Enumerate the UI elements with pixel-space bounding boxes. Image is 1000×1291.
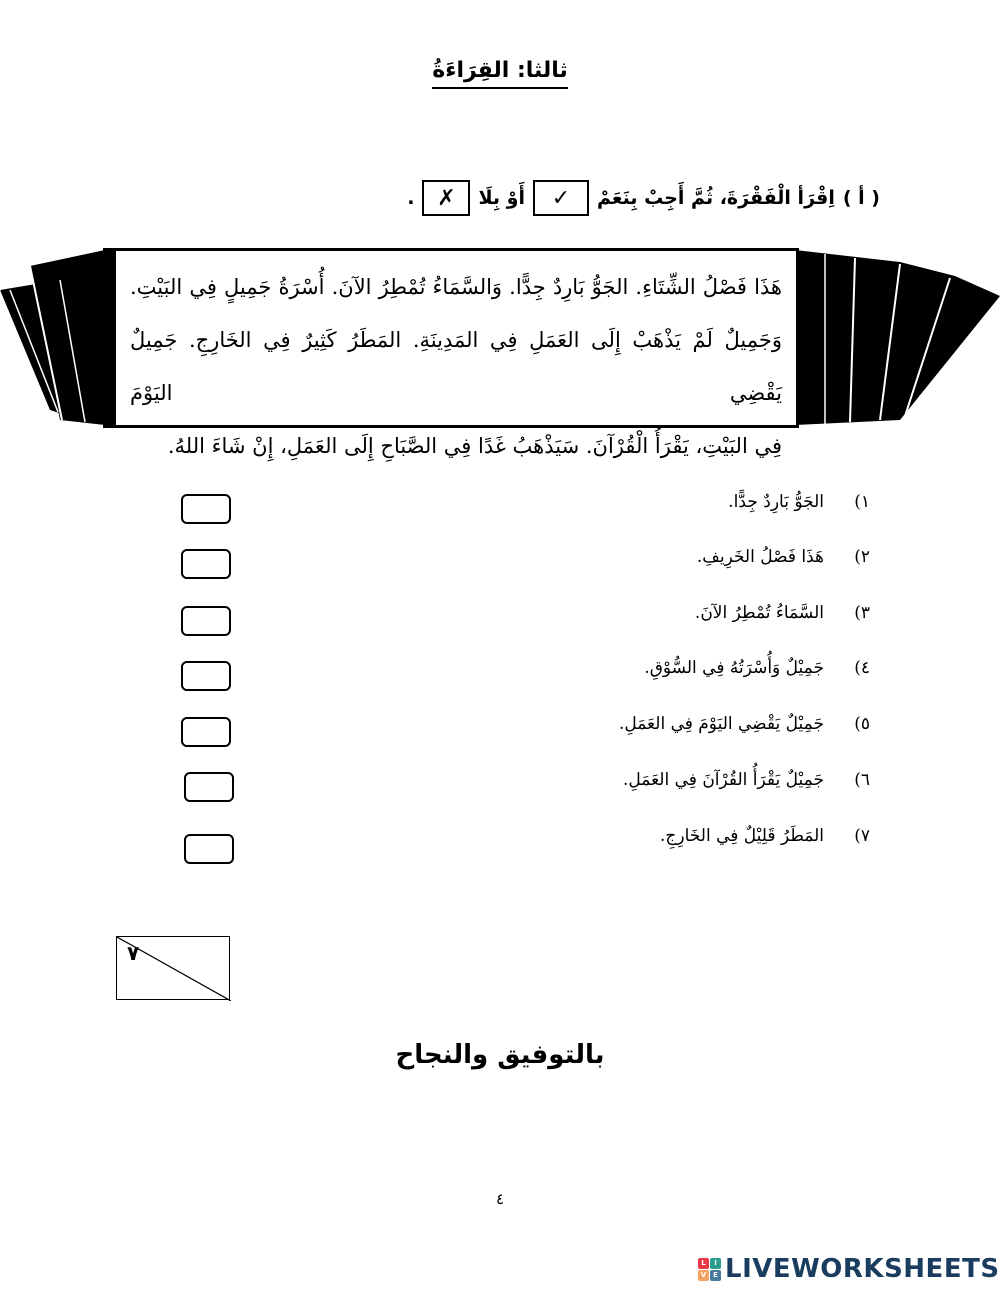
section-title [0,58,1000,89]
closing-message: بالتوفيق والنجاح [395,1040,605,1070]
question-text: الجَوُّ بَارِدٌ جِدًّا. [728,492,824,512]
question-number: ٦) [854,770,870,790]
question-number: ٧) [854,826,870,846]
instruction-or-no: أَوْ بِلَا [478,187,525,209]
instruction-text: اِقْرَأ الْفَقْرَةَ، ثُمَّ أَجِبْ بِنَعَمْ [596,187,835,209]
question-text: جَمِيْلٌ وَأُسْرَتُهُ فِي السُّوْقِ. [644,658,824,678]
check-symbol-box [533,180,589,216]
question-number: ٣) [854,603,870,623]
answer-box-1[interactable] [181,494,231,524]
question-number: ١) [854,492,870,512]
question-row [697,547,870,567]
question-text: جَمِيْلٌ يَقْرَأُ القُرْآنَ فِي العَمَلِ. [623,770,824,790]
liveworksheets-logo-icon: L I V E [698,1258,721,1281]
question-row [728,492,870,512]
question-row [644,658,870,678]
question-row [623,770,870,790]
question-text: هَذَا فَصْلُ الخَرِيفِ. [696,547,824,567]
answer-box-4[interactable] [181,661,231,691]
section-title-text: ثالثا: القِرَاءَةُ [432,58,568,89]
question-row [695,603,870,623]
answer-box-7[interactable] [184,834,234,864]
question-row [619,714,870,734]
question-text: السَّمَاءُ تُمْطِرُ الآنَ. [694,603,824,623]
question-number: ٢) [854,547,870,567]
instruction-end-dot: . [407,187,415,209]
liveworksheets-brand [698,1254,1000,1284]
cross-icon: ✗ [437,185,456,211]
question-text: جَمِيْلٌ يَقْضِي اليَوْمَ فِي العَمَلِ. [618,714,824,734]
passage-line: فِي البَيْتِ، يَقْرَأُ الْقُرْآنَ. سَيَذْهَبُ غَدًا فِي الصَّبَاحِ إِلَى العَمَلِ، إِنْ شَاءَ اللهُ. [167,434,782,458]
brand-name: LIVEWORKSHEETS [725,1254,1000,1284]
reading-passage [103,248,799,458]
score-box [116,936,230,1000]
answer-box-2[interactable] [181,549,231,579]
answer-box-3[interactable] [181,606,231,636]
question-row [660,826,870,846]
question-number: ٥) [854,714,870,734]
instruction-part-label: ( أ ) [842,187,880,209]
passage-line: وَجَمِيلٌ لَمْ يَذْهَبْ إِلَى العَمَلِ فِي المَدِينَةِ. المَطَرُ كَثِيرٌ فِي الخَارِجِ. جَمِيلٌ يَقْضِي اليَوْمَ [130,328,782,405]
passage-line: هَذَا فَصْلُ الشِّتَاءِ. الجَوُّ بَارِدٌ جِدًّا. وَالسَّمَاءُ تُمْطِرُ الآنَ. أُسْرَةُ جَمِيلٍ فِي البَيْتِ. [130,275,782,299]
answer-box-5[interactable] [181,717,231,747]
question-number: ٤) [854,658,870,678]
cross-symbol-box [422,180,470,216]
question-text: المَطَرُ قَلِيْلٌ فِي الخَارِجِ. [660,826,824,846]
check-icon: ✓ [551,185,571,211]
page-number: ٤ [495,1190,505,1208]
answer-box-6[interactable] [184,772,234,802]
instruction-line [407,180,880,216]
score-total: ٧ [127,941,140,965]
